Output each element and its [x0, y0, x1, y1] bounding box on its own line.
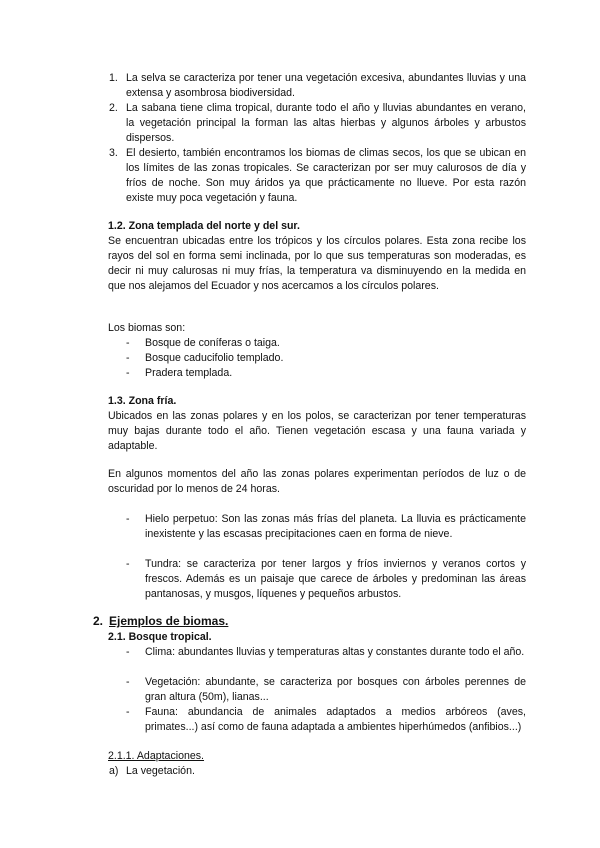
list-text: Clima: abundantes lluvias y temperaturas altas y constantes durante todo el año.	[145, 646, 525, 658]
list-item	[126, 645, 526, 660]
list-text: Fauna: abundancia de animales adaptados a medios arbóreos (aves, primates...) así como de fauna adaptada a ambientes hiperhúmedos (anfibios...)	[145, 706, 526, 733]
dash-bullet: -	[126, 706, 130, 718]
list-text: Pradera templada.	[145, 367, 233, 379]
list-number: 2.	[109, 102, 118, 114]
dash-bullet: -	[126, 676, 130, 688]
list-item	[109, 146, 526, 206]
list-item	[109, 101, 526, 146]
list-item	[109, 764, 526, 779]
section-paragraph: Se encuentran ubicadas entre los trópicos y los círculos polares. Esta zona recibe los rayos del sol en forma semi inclinada, por lo que sus temperaturas son moderadas, es decir ni muy calurosas ni muy frías, la temperatura va disminuyendo en la medida en que nos alejamos del Ecuador y nos acercamos a los círculos polares.	[108, 235, 526, 292]
list-item	[126, 512, 526, 542]
list-item	[126, 675, 526, 705]
list-text: Bosque caducifolio templado.	[145, 352, 284, 364]
list-item	[126, 557, 526, 602]
list-text: La vegetación.	[126, 765, 195, 777]
section-heading: 1.2. Zona templada del norte y del sur.	[108, 220, 300, 232]
list-number: 3.	[109, 147, 118, 159]
list-text: Vegetación: abundante, se caracteriza por bosques con árboles perennes de gran altura (50m), lianas...	[145, 676, 526, 703]
dash-bullet: -	[126, 558, 130, 570]
dash-bullet: -	[126, 367, 130, 379]
list-intro: Los biomas son:	[108, 322, 186, 334]
dash-bullet: -	[126, 513, 130, 525]
chapter-heading	[93, 614, 228, 628]
list-text: Hielo perpetuo: Son las zonas más frías del planeta. La lluvia es prácticamente inexistente y las escasas precipitaciones caen en forma de nieve.	[145, 513, 526, 540]
dash-bullet: -	[126, 337, 130, 349]
list-text: El desierto, también encontramos los biomas de climas secos, los que se ubican en los límites de las zonas tropicales. Se caracterizan por ser muy calurosos de día y fríos de noche. Son muy áridos ya que prácticamente no llueve. Por esta razón existe muy poca vegetación y fauna.	[126, 147, 526, 204]
dash-bullet: -	[126, 646, 130, 658]
list-item	[126, 351, 526, 366]
chapter-title: Ejemplos de biomas.	[109, 614, 229, 628]
section-paragraph: Ubicados en las zonas polares y en los polos, se caracterizan por tener temperaturas muy bajas durante todo el año. Tienen vegetación escasa y una fauna variada y adaptable.	[108, 410, 526, 452]
list-text: Tundra: se caracteriza por tener largos y fríos inviernos y veranos cortos y frescos. Además es un paisaje que carece de árboles y predominan las áreas pantanosas, y musgos, líquenes y pequeños arbustos.	[145, 558, 526, 600]
chapter-number: 2.	[93, 614, 104, 628]
list-letter: a)	[109, 765, 119, 777]
list-item	[126, 336, 526, 351]
list-item	[126, 705, 526, 735]
list-item	[109, 71, 526, 101]
list-text: La selva se caracteriza por tener una vegetación excesiva, abundantes lluvias y una extensa y asombrosa biodiversidad.	[126, 72, 526, 99]
section-paragraph: En algunos momentos del año las zonas polares experimentan períodos de luz o de oscuridad por lo menos de 24 horas.	[108, 468, 526, 495]
list-item	[126, 366, 526, 381]
subsection-heading: 2.1.1. Adaptaciones.	[108, 750, 205, 762]
section-heading: 2.1. Bosque tropical.	[108, 631, 212, 643]
section-heading: 1.3. Zona fría.	[108, 395, 177, 407]
list-number: 1.	[109, 72, 118, 84]
list-text: La sabana tiene clima tropical, durante todo el año y lluvias abundantes en verano, la vegetación principal la forman las altas hierbas y algunos árboles y arbustos dispersos.	[126, 102, 526, 144]
list-text: Bosque de coníferas o taiga.	[145, 337, 280, 349]
dash-bullet: -	[126, 352, 130, 364]
